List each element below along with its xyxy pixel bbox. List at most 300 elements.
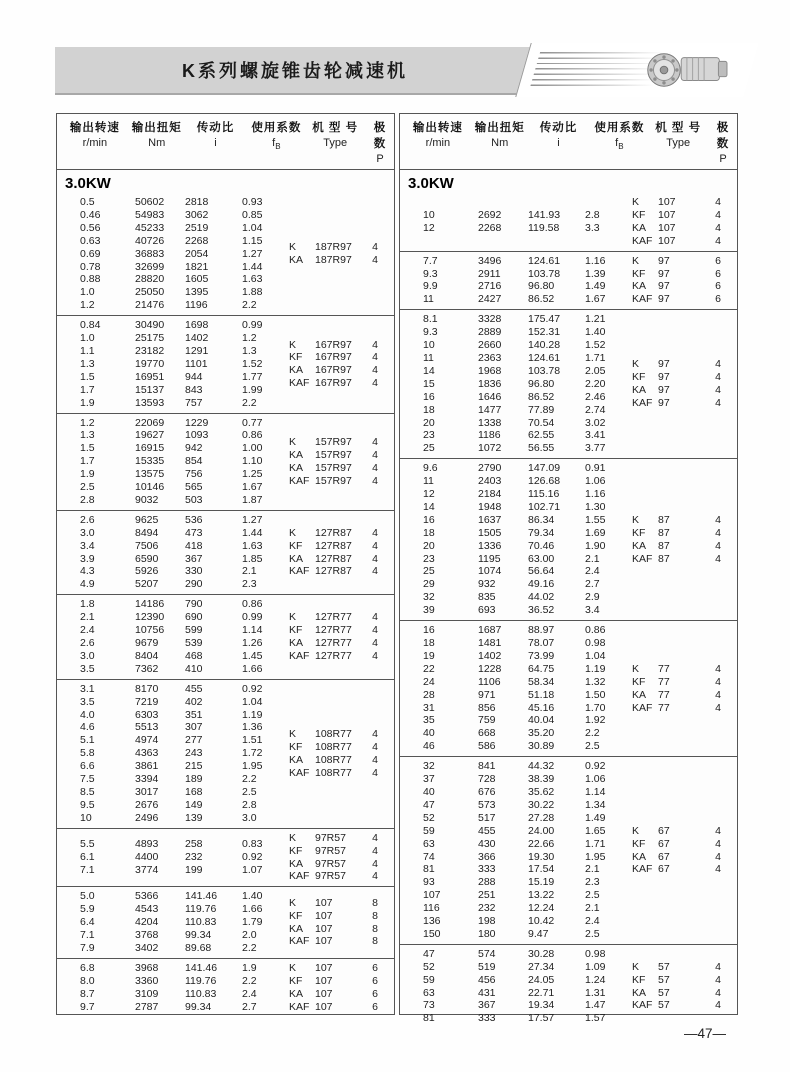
output-speed-cell: 3.5 <box>80 662 95 675</box>
table-row <box>423 280 625 293</box>
model-row <box>289 462 388 475</box>
model-code: 97 <box>658 267 670 280</box>
output-torque-cell: 1186 <box>478 429 501 442</box>
service-factor-cell: 1.52 <box>585 339 606 352</box>
output-torque-cell: 16951 <box>135 370 165 383</box>
table-row <box>80 527 282 540</box>
block-data-rows <box>400 255 625 307</box>
ratio-cell: 1821 <box>185 260 209 273</box>
service-factor-cell: 2.7 <box>585 578 600 591</box>
service-factor-cell: 0.92 <box>585 760 606 773</box>
column-header-cn: 机 型 号 <box>312 122 359 134</box>
ratio-cell: 944 <box>185 370 203 383</box>
table-row <box>423 915 625 928</box>
model-poles: 6 <box>715 293 721 306</box>
table-row <box>80 248 282 261</box>
output-speed-cell: 0.78 <box>80 260 101 273</box>
service-factor-cell: 1.07 <box>242 863 263 876</box>
table-row <box>80 442 282 455</box>
model-poles: 4 <box>715 358 721 371</box>
table-row <box>423 365 625 378</box>
model-row <box>632 553 731 566</box>
model-row <box>289 845 388 858</box>
service-factor-cell: 2.05 <box>585 364 606 377</box>
output-speed-cell: 5.9 <box>80 903 95 916</box>
output-speed-cell: 2.8 <box>80 493 95 506</box>
model-code: 107 <box>315 1000 333 1013</box>
ratio-cell: 79.34 <box>528 526 555 539</box>
table-row <box>423 876 625 889</box>
service-factor-cell: 0.99 <box>242 611 263 624</box>
column-header <box>591 119 647 165</box>
output-speed-cell: 63 <box>423 986 435 999</box>
model-code: 97R57 <box>315 857 346 870</box>
table-row <box>423 1012 625 1025</box>
output-speed-cell: 4.3 <box>80 565 95 578</box>
model-code: 107 <box>315 909 333 922</box>
model-code: 108R77 <box>315 727 352 740</box>
table-header <box>57 114 394 170</box>
table-row <box>80 975 282 988</box>
service-factor-cell: 3.4 <box>585 604 600 617</box>
column-header-unit: i <box>214 137 217 149</box>
service-factor-cell: 1.72 <box>242 747 263 760</box>
ratio-cell: 402 <box>185 695 203 708</box>
service-factor-cell: 1.65 <box>585 824 606 837</box>
model-code: 107 <box>315 896 333 909</box>
model-code: 107 <box>315 935 333 948</box>
model-poles: 6 <box>372 961 378 974</box>
model-row <box>289 436 388 449</box>
output-torque-cell: 8170 <box>135 682 159 695</box>
model-code: 67 <box>658 824 670 837</box>
service-factor-cell: 2.2 <box>242 941 257 954</box>
service-factor-cell: 0.85 <box>242 208 263 221</box>
table-row <box>423 889 625 902</box>
model-poles: 4 <box>372 753 378 766</box>
service-factor-cell: 1.06 <box>585 475 606 488</box>
service-factor-cell: 1.49 <box>585 280 606 293</box>
output-speed-cell: 1.9 <box>80 468 95 481</box>
block-model-list <box>625 514 737 566</box>
output-speed-cell: 150 <box>423 927 441 940</box>
output-speed-cell: 10 <box>423 339 435 352</box>
service-factor-cell: 0.92 <box>242 851 263 864</box>
ratio-cell: 1229 <box>185 416 209 429</box>
block-model-list <box>282 897 394 949</box>
model-prefix: KA <box>289 364 304 377</box>
model-code: 127R77 <box>315 624 352 637</box>
output-torque-cell: 9625 <box>135 513 159 526</box>
output-torque-cell: 1836 <box>478 377 502 390</box>
output-speed-cell: 8.5 <box>80 785 95 798</box>
table-row <box>423 974 625 987</box>
block-model-list <box>625 255 737 307</box>
table-row <box>80 397 282 410</box>
model-prefix: KF <box>632 675 646 688</box>
ratio-cell: 110.83 <box>185 916 217 929</box>
model-code: 127R87 <box>315 552 352 565</box>
ratio-cell: 88.97 <box>528 624 555 637</box>
output-speed-cell: 9.9 <box>423 280 438 293</box>
output-torque-cell: 7362 <box>135 662 159 675</box>
service-factor-cell: 1.15 <box>242 234 263 247</box>
output-torque-cell: 456 <box>478 973 496 986</box>
output-speed-cell: 10 <box>423 208 435 221</box>
block-model-list <box>625 196 737 248</box>
service-factor-cell: 1.47 <box>585 999 606 1012</box>
service-factor-cell: 2.1 <box>585 902 600 915</box>
table-row <box>80 235 282 248</box>
model-poles: 4 <box>715 196 721 208</box>
output-speed-cell: 9.6 <box>423 462 438 475</box>
output-speed-cell: 23 <box>423 429 435 442</box>
table-row <box>423 604 625 617</box>
model-code: 67 <box>658 837 670 850</box>
output-torque-cell: 16915 <box>135 442 165 455</box>
model-row <box>289 377 388 390</box>
model-row <box>632 384 731 397</box>
ratio-cell: 38.39 <box>528 773 555 786</box>
service-factor-cell: 1.04 <box>242 221 263 234</box>
model-code: 167R97 <box>315 351 352 364</box>
model-poles: 4 <box>372 611 378 624</box>
gear-ratio-block <box>400 251 737 310</box>
model-prefix: K <box>289 526 297 539</box>
service-factor-cell: 2.9 <box>585 591 600 604</box>
model-poles: 4 <box>715 221 721 234</box>
model-code: 57 <box>658 973 670 986</box>
output-torque-cell: 2496 <box>135 811 159 824</box>
output-speed-cell: 107 <box>423 889 441 902</box>
output-speed-cell: 0.46 <box>80 208 101 221</box>
column-header <box>183 119 249 165</box>
output-torque-cell: 333 <box>478 1012 496 1025</box>
ratio-cell: 15.19 <box>528 876 555 889</box>
table-row <box>80 371 282 384</box>
service-factor-cell: 1.51 <box>242 734 263 747</box>
service-factor-cell: 1.67 <box>585 293 606 306</box>
output-speed-cell: 9.3 <box>423 267 438 280</box>
model-code: 77 <box>658 688 670 701</box>
model-prefix: K <box>632 513 640 526</box>
service-factor-cell: 1.92 <box>585 714 606 727</box>
column-header-unit: P <box>376 153 384 165</box>
output-torque-cell: 251 <box>478 889 496 902</box>
output-torque-cell: 5207 <box>135 578 159 591</box>
output-speed-cell: 9.7 <box>80 1000 95 1013</box>
output-speed-cell: 81 <box>423 1012 435 1025</box>
model-row <box>289 449 388 462</box>
spec-tables <box>56 113 740 1025</box>
banner-art <box>505 47 743 93</box>
table-row <box>80 773 282 786</box>
column-header-unit: r/min <box>82 137 108 149</box>
model-poles: 4 <box>372 435 378 448</box>
ratio-cell: 468 <box>185 649 203 662</box>
output-speed-cell: 5.0 <box>80 890 95 903</box>
output-speed-cell: 0.69 <box>80 247 101 260</box>
column-header <box>709 119 737 165</box>
table-row <box>80 273 282 286</box>
service-factor-cell: 0.86 <box>242 598 263 611</box>
table-row <box>80 747 282 760</box>
output-speed-cell: 12 <box>423 221 435 234</box>
model-code: 107 <box>315 974 333 987</box>
model-prefix: KF <box>289 844 303 857</box>
block-model-list <box>282 962 394 1014</box>
model-prefix: KF <box>289 974 303 987</box>
model-code: 107 <box>658 196 676 208</box>
ratio-cell: 103.78 <box>528 364 561 377</box>
ratio-cell: 99.34 <box>185 929 212 942</box>
output-speed-cell: 19 <box>423 649 435 662</box>
table-row <box>423 268 625 281</box>
service-factor-cell: 1.36 <box>242 721 263 734</box>
service-factor-cell: 2.1 <box>242 565 257 578</box>
table-row <box>80 734 282 747</box>
model-row <box>289 339 388 352</box>
model-prefix: KAF <box>632 999 653 1012</box>
gear-ratio-block <box>400 193 737 251</box>
ratio-cell: 24.00 <box>528 824 555 837</box>
output-torque-cell: 2403 <box>478 475 502 488</box>
output-torque-cell: 366 <box>478 850 496 863</box>
service-factor-cell: 2.8 <box>242 798 257 811</box>
output-torque-cell: 1968 <box>478 364 502 377</box>
output-speed-cell: 25 <box>423 565 435 578</box>
model-row <box>289 650 388 663</box>
service-factor-cell: 2.7 <box>242 1000 257 1013</box>
output-torque-cell: 6590 <box>135 552 159 565</box>
output-speed-cell: 1.3 <box>80 429 95 442</box>
output-speed-cell: 1.9 <box>80 396 95 409</box>
model-prefix: K <box>632 254 640 267</box>
output-torque-cell: 3496 <box>478 254 502 267</box>
service-factor-cell: 1.27 <box>242 513 263 526</box>
model-poles: 4 <box>372 526 378 539</box>
model-prefix: KAF <box>632 701 653 714</box>
output-torque-cell: 693 <box>478 604 496 617</box>
output-speed-cell: 1.7 <box>80 455 95 468</box>
output-speed-cell: 6.6 <box>80 760 95 773</box>
model-code: 77 <box>658 662 670 675</box>
service-factor-cell: 0.86 <box>242 429 263 442</box>
service-factor-cell: 1.9 <box>242 961 257 974</box>
table-row <box>80 760 282 773</box>
output-speed-cell: 7.5 <box>80 773 95 786</box>
service-factor-cell: 2.2 <box>242 773 257 786</box>
model-row <box>632 838 731 851</box>
gear-ratio-block <box>57 886 394 958</box>
ratio-cell: 22.66 <box>528 837 555 850</box>
model-prefix: K <box>632 196 640 208</box>
output-torque-cell: 19770 <box>135 357 165 370</box>
service-factor-cell: 1.79 <box>242 916 263 929</box>
gear-ratio-block <box>400 756 737 944</box>
ratio-cell: 13.22 <box>528 889 555 902</box>
output-torque-cell: 517 <box>478 811 496 824</box>
model-row <box>632 268 731 281</box>
ratio-cell: 351 <box>185 708 203 721</box>
service-factor-cell: 2.2 <box>242 396 257 409</box>
output-speed-cell: 59 <box>423 973 435 986</box>
model-prefix: KAF <box>289 766 310 779</box>
ratio-cell: 1101 <box>185 357 208 370</box>
model-row <box>289 351 388 364</box>
table-row <box>423 928 625 941</box>
table-row <box>423 391 625 404</box>
block-model-list <box>282 527 394 579</box>
block-data-rows <box>400 948 625 1025</box>
service-factor-cell: 1.06 <box>585 773 606 786</box>
ratio-cell: 17.57 <box>528 1012 555 1025</box>
output-torque-cell: 519 <box>478 960 496 973</box>
gear-ratio-block <box>57 413 394 510</box>
model-row <box>632 863 731 876</box>
model-row <box>632 851 731 864</box>
output-torque-cell: 676 <box>478 785 496 798</box>
ratio-cell: 503 <box>185 493 203 506</box>
output-speed-cell: 8.1 <box>423 313 438 326</box>
output-torque-cell: 430 <box>478 837 496 850</box>
ratio-cell: 536 <box>185 513 203 526</box>
table-row <box>80 942 282 955</box>
model-poles: 4 <box>372 338 378 351</box>
model-code: 157R97 <box>315 448 352 461</box>
model-row <box>289 1001 388 1014</box>
model-row <box>632 255 731 268</box>
model-poles: 4 <box>372 727 378 740</box>
output-speed-cell: 52 <box>423 811 435 824</box>
block-data-rows <box>57 514 282 591</box>
ratio-cell: 599 <box>185 624 203 637</box>
output-torque-cell: 5926 <box>135 565 159 578</box>
table-row <box>80 929 282 942</box>
model-prefix: KA <box>289 857 304 870</box>
block-data-rows <box>400 313 625 455</box>
model-code: 107 <box>315 961 333 974</box>
model-code: 157R97 <box>315 474 352 487</box>
output-torque-cell: 367 <box>478 999 496 1012</box>
ratio-cell: 9.47 <box>528 927 549 940</box>
table-row <box>80 578 282 591</box>
table-row <box>423 689 625 702</box>
block-data-rows <box>400 760 625 941</box>
table-row <box>80 299 282 312</box>
ratio-cell: 58.34 <box>528 675 555 688</box>
ratio-cell: 64.75 <box>528 662 555 675</box>
output-torque-cell: 8404 <box>135 649 159 662</box>
block-model-list <box>282 832 394 884</box>
service-factor-cell: 1.66 <box>242 903 263 916</box>
output-torque-cell: 932 <box>478 578 496 591</box>
model-code: 127R77 <box>315 611 352 624</box>
table-left <box>56 113 395 1015</box>
table-row <box>80 565 282 578</box>
output-speed-cell: 81 <box>423 863 435 876</box>
model-row <box>632 540 731 553</box>
model-code: 108R77 <box>315 753 352 766</box>
ratio-cell: 168 <box>185 785 203 798</box>
service-factor-cell: 1.63 <box>242 273 263 286</box>
table-row <box>423 209 625 222</box>
table-row <box>80 319 282 332</box>
power-section-label: 3.0KW <box>65 175 111 192</box>
gear-ratio-block <box>400 944 737 1028</box>
output-torque-cell: 36883 <box>135 247 165 260</box>
model-poles: 4 <box>372 448 378 461</box>
service-factor-cell: 1.45 <box>242 649 263 662</box>
ratio-cell: 96.80 <box>528 377 555 390</box>
output-torque-cell: 3774 <box>135 863 159 876</box>
service-factor-cell: 0.98 <box>585 947 606 960</box>
output-speed-cell: 0.84 <box>80 319 101 332</box>
output-torque-cell: 3109 <box>135 987 159 1000</box>
output-speed-cell: 0.56 <box>80 221 101 234</box>
model-prefix: KAF <box>632 293 653 306</box>
table-row <box>423 650 625 663</box>
table-row <box>423 591 625 604</box>
model-row <box>632 825 731 838</box>
output-torque-cell: 7506 <box>135 539 159 552</box>
service-factor-cell: 1.14 <box>242 624 263 637</box>
service-factor-cell: 2.5 <box>585 889 600 902</box>
output-speed-cell: 4.9 <box>80 578 95 591</box>
model-row <box>289 935 388 948</box>
table-row <box>80 514 282 527</box>
table-row <box>80 345 282 358</box>
model-prefix: KA <box>289 922 304 935</box>
output-torque-cell: 3861 <box>135 760 159 773</box>
output-speed-cell: 5.1 <box>80 734 95 747</box>
gear-ratio-block <box>57 594 394 678</box>
ratio-cell: 56.55 <box>528 442 555 455</box>
service-factor-cell: 3.0 <box>242 811 257 824</box>
output-torque-cell: 15137 <box>135 383 165 396</box>
model-poles: 4 <box>715 837 721 850</box>
model-prefix: KA <box>289 448 304 461</box>
output-speed-cell: 136 <box>423 915 441 928</box>
page-header-banner <box>55 47 743 95</box>
table-right <box>399 113 738 1025</box>
model-code: 87 <box>658 552 670 565</box>
column-header-unit: r/min <box>425 137 451 149</box>
model-row <box>289 988 388 1001</box>
output-torque-cell: 1402 <box>478 649 502 662</box>
ratio-cell: 102.71 <box>528 500 561 513</box>
ratio-cell: 19.30 <box>528 850 555 863</box>
service-factor-cell: 2.2 <box>585 727 600 740</box>
output-torque-cell: 25175 <box>135 332 165 345</box>
model-prefix: KA <box>632 539 647 552</box>
column-header-unit: Type <box>666 137 691 149</box>
output-torque-cell: 3328 <box>478 313 502 326</box>
service-factor-cell: 2.5 <box>585 740 600 753</box>
service-factor-cell: 0.93 <box>242 196 263 208</box>
table-row <box>80 494 282 507</box>
column-header <box>526 119 592 165</box>
output-speed-cell: 7.9 <box>80 941 95 954</box>
ratio-cell: 36.52 <box>528 604 555 617</box>
service-factor-cell: 1.90 <box>585 539 606 552</box>
ratio-cell: 27.28 <box>528 811 555 824</box>
ratio-cell: 119.76 <box>185 903 217 916</box>
model-prefix: KF <box>632 526 646 539</box>
ratio-cell: 1093 <box>185 429 209 442</box>
service-factor-cell: 1.71 <box>585 351 606 364</box>
ratio-cell: 473 <box>185 526 203 539</box>
